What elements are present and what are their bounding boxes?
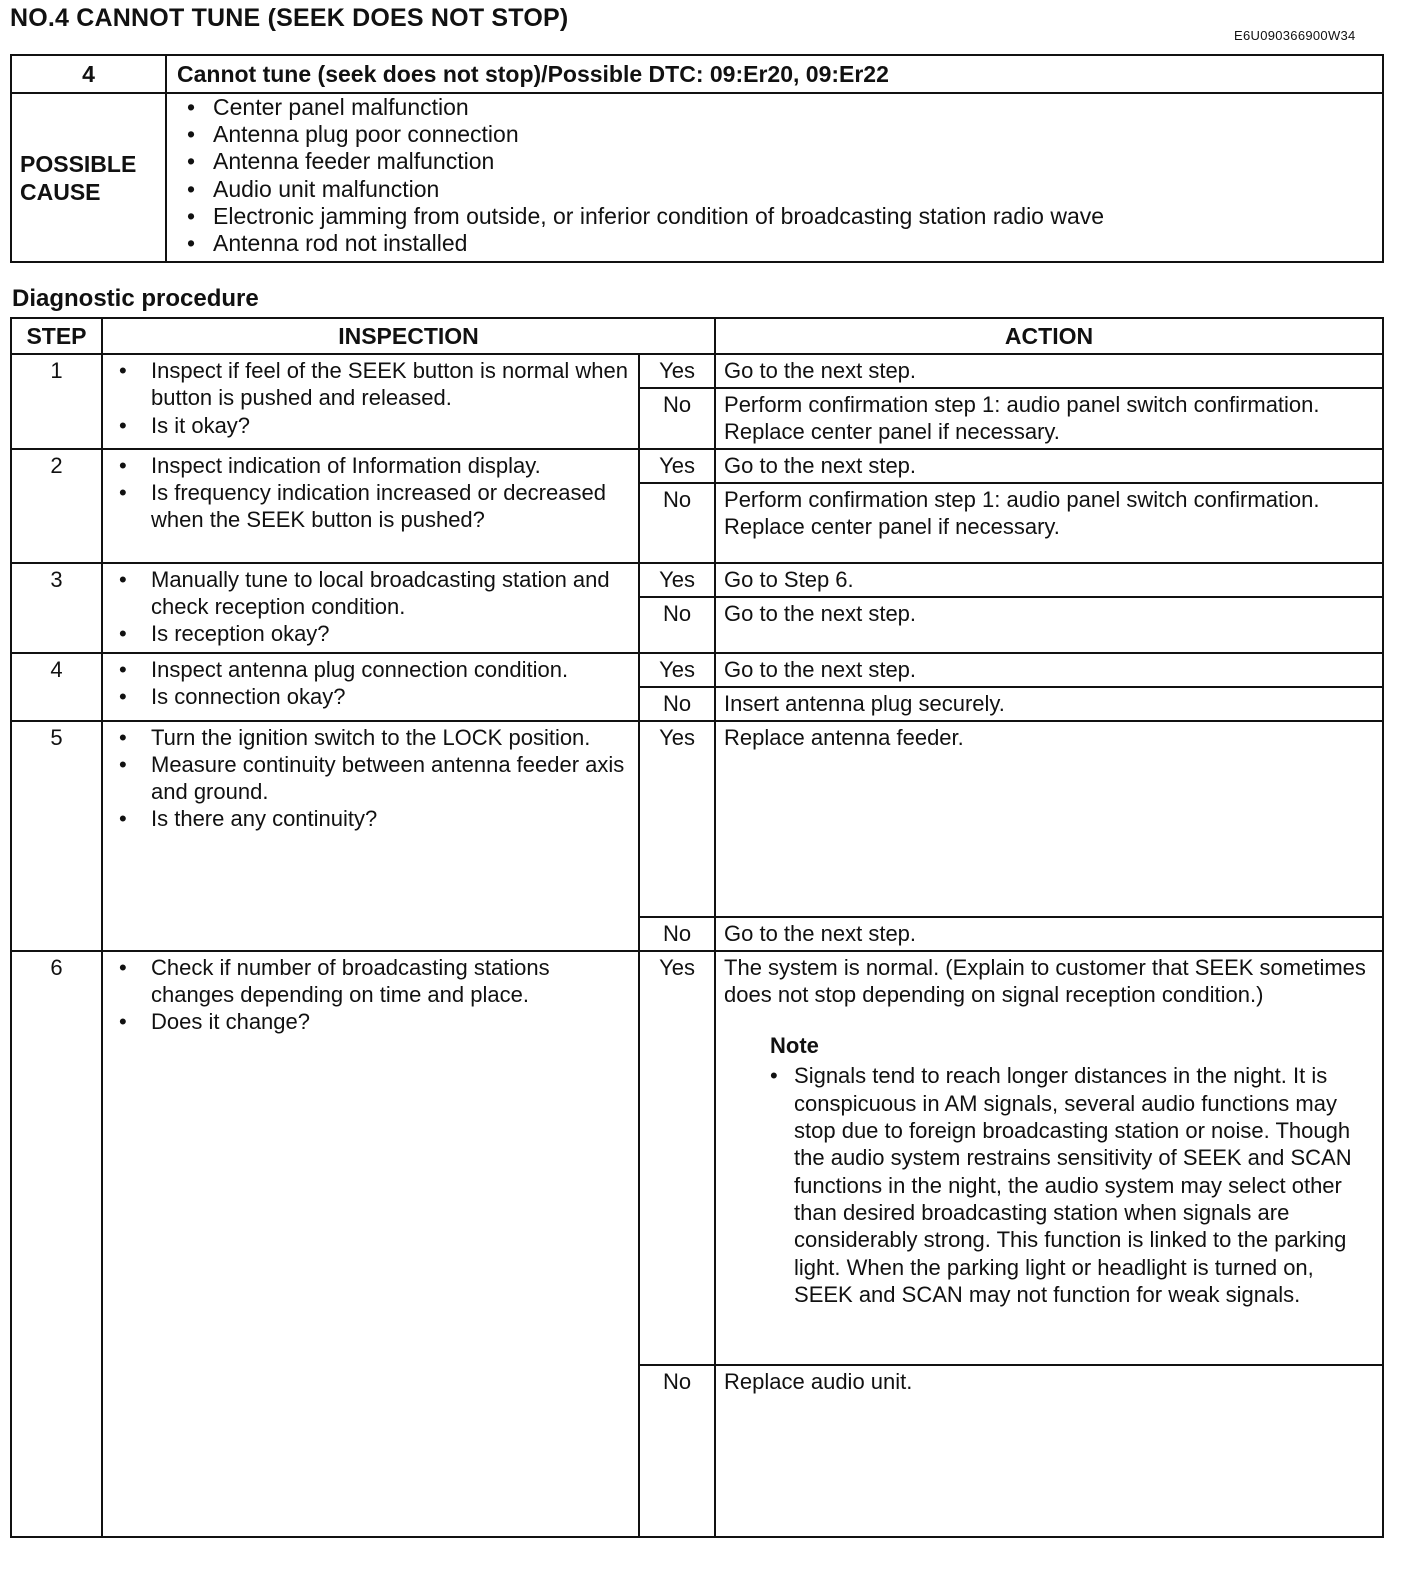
yes-label: Yes	[639, 721, 715, 917]
note-block	[770, 1032, 1374, 1308]
inspection-item: • Is connection okay?	[113, 683, 630, 710]
yes-action: Go to Step 6.	[715, 563, 1383, 597]
inspection-item: • Is frequency indication increased or decreased when the SEEK button is pushed?	[113, 479, 630, 534]
possible-cause-list	[166, 93, 1383, 262]
table-row	[11, 563, 1383, 597]
table-row	[11, 354, 1383, 388]
yes-label: Yes	[639, 951, 715, 1365]
page-title: NO.4 CANNOT TUNE (SEEK DOES NOT STOP)	[10, 4, 569, 32]
yes-action: Go to the next step.	[715, 449, 1383, 483]
table-row	[11, 721, 1383, 917]
yes-label: Yes	[639, 563, 715, 597]
step-number: 1	[11, 354, 102, 449]
yes-action: Go to the next step.	[715, 354, 1383, 388]
header-step: STEP	[11, 318, 102, 354]
no-action: Perform confirmation step 1: audio panel switch confirmation. Replace center panel if necessary.	[715, 388, 1383, 449]
yes-label: Yes	[639, 354, 715, 388]
inspection-item: • Is it okay?	[113, 412, 630, 439]
no-action: Insert antenna plug securely.	[715, 687, 1383, 721]
possible-cause-table	[10, 54, 1384, 263]
cause-item: • Antenna rod not installed	[181, 230, 1382, 257]
no-action: Go to the next step.	[715, 917, 1383, 951]
no-action: Replace audio unit.	[715, 1365, 1383, 1537]
table-row	[11, 653, 1383, 687]
step-number: 2	[11, 449, 102, 563]
yes-action-cell	[715, 951, 1383, 1365]
step-number: 5	[11, 721, 102, 951]
table-row	[11, 951, 1383, 1365]
cause-item: • Electronic jamming from outside, or inferior condition of broadcasting station radio wave	[181, 203, 1382, 230]
yes-action: Go to the next step.	[715, 653, 1383, 687]
no-label: No	[639, 483, 715, 563]
table-row	[11, 449, 1383, 483]
note-title: Note	[770, 1033, 819, 1059]
no-label: No	[639, 1365, 715, 1537]
cause-item: • Antenna feeder malfunction	[181, 148, 1382, 175]
note-text: • Signals tend to reach longer distances in the night. It is conspicuous in AM signals, several audio functions may stop due to foreign broadcasting station or noise. Though the audio system restrains sensitivity of SEEK and SCAN functions in the night, the audio system may select other than desired broadcasting station when signals are considerably strong. This function is linked to the parking light. When the parking light or headlight is turned on, SEEK and SCAN may not function for weak signals.	[770, 1062, 1374, 1308]
header-inspection: INSPECTION	[102, 318, 715, 354]
inspection-cell	[102, 721, 639, 951]
inspection-cell	[102, 354, 639, 449]
cause-item: • Antenna plug poor connection	[181, 121, 1382, 148]
no-label: No	[639, 388, 715, 449]
document-id: E6U090366900W34	[1234, 28, 1356, 43]
step-number: 3	[11, 563, 102, 653]
step-number: 4	[11, 653, 102, 721]
inspection-cell	[102, 653, 639, 721]
yes-action: Replace antenna feeder.	[715, 721, 1383, 917]
inspection-item: • Inspect if feel of the SEEK button is normal when button is pushed and released.	[113, 357, 630, 412]
no-label: No	[639, 687, 715, 721]
step-number: 6	[11, 951, 102, 1537]
inspection-item: • Is reception okay?	[113, 620, 630, 647]
yes-label: Yes	[639, 449, 715, 483]
inspection-item: • Measure continuity between antenna feeder axis and ground.	[113, 751, 630, 806]
no-label: No	[639, 597, 715, 653]
diagnostic-procedure-table	[10, 317, 1384, 1538]
symptom-heading: Cannot tune (seek does not stop)/Possible DTC: 09:Er20, 09:Er22	[166, 55, 1383, 93]
inspection-item: • Does it change?	[113, 1008, 630, 1035]
inspection-cell	[102, 563, 639, 653]
header-action: ACTION	[715, 318, 1383, 354]
cause-item: • Audio unit malfunction	[181, 176, 1382, 203]
inspection-item: • Is there any continuity?	[113, 805, 630, 832]
inspection-item: • Inspect indication of Information display.	[113, 452, 630, 479]
no-action: Perform confirmation step 1: audio panel switch confirmation. Replace center panel if necessary.	[715, 483, 1383, 563]
section-title: Diagnostic procedure	[12, 285, 259, 312]
no-label: No	[639, 917, 715, 951]
inspection-cell	[102, 449, 639, 563]
symptom-number: 4	[11, 55, 166, 93]
no-action: Go to the next step.	[715, 597, 1383, 653]
inspection-item: • Turn the ignition switch to the LOCK position.	[113, 724, 630, 751]
inspection-item: • Inspect antenna plug connection condition.	[113, 656, 630, 683]
inspection-cell	[102, 951, 639, 1537]
yes-label: Yes	[639, 653, 715, 687]
yes-action: The system is normal. (Explain to customer that SEEK sometimes does not stop depending on signal reception condition.)	[724, 954, 1366, 1007]
possible-cause-label: POSSIBLE CAUSE	[11, 93, 166, 262]
inspection-item: • Check if number of broadcasting stations changes depending on time and place.	[113, 954, 630, 1009]
cause-item: • Center panel malfunction	[181, 94, 1382, 121]
inspection-item: • Manually tune to local broadcasting station and check reception condition.	[113, 566, 630, 621]
